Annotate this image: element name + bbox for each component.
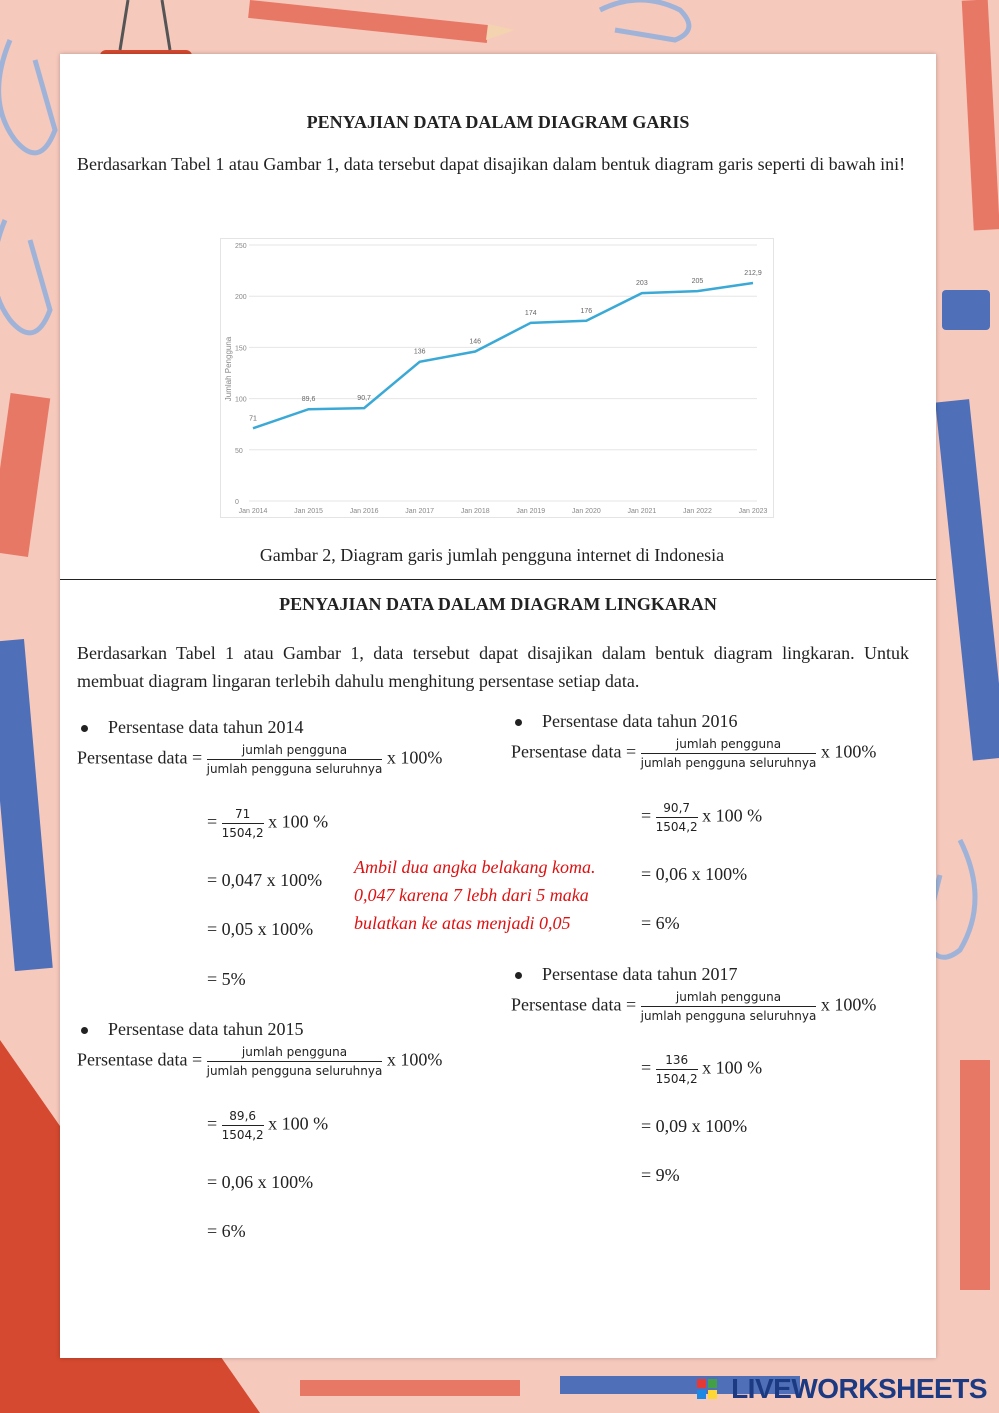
step2-2014: = 0,047 x 100% [207, 870, 323, 890]
step1-suffix: x 100 % [702, 1057, 763, 1078]
bullet-icon [81, 1027, 88, 1034]
fraction-2016 [656, 800, 698, 835]
blue-pen-icon [0, 639, 53, 971]
step1-2014 [207, 806, 328, 841]
fraction-numerator: 71 [222, 806, 264, 824]
formula-suffix: x 100% [386, 747, 443, 768]
formula-fraction [207, 1044, 383, 1079]
bullet-icon [81, 725, 88, 732]
fraction-denominator: jumlah pengguna seluruhnya [206, 762, 383, 776]
heading-2015 [77, 1019, 303, 1040]
heading-2017 [511, 964, 737, 985]
x-tick-label: Jan 2016 [349, 508, 379, 515]
pencil-icon [962, 0, 999, 230]
paperclip-icon [0, 40, 55, 153]
note-line-2: 0,047 karena 7 lebh dari 5 maka [354, 885, 589, 905]
x-tick-label: Jan 2015 [294, 508, 323, 515]
data-label: 71 [249, 415, 257, 423]
pencil-icon [300, 1380, 520, 1396]
fraction-numerator: jumlah pengguna [207, 1044, 383, 1062]
formula-suffix: x 100% [820, 994, 877, 1015]
step2-2017: = 0,09 x 100% [641, 1116, 748, 1136]
y-tick-label: 100 [235, 396, 247, 404]
data-label: 205 [691, 278, 704, 286]
data-label: 212,9 [744, 269, 762, 277]
result-2017: = 9% [641, 1165, 680, 1185]
step1-2015 [207, 1108, 328, 1143]
step1-2016 [641, 800, 762, 835]
bullet-icon [515, 972, 522, 979]
x-tick-label: Jan 2023 [738, 508, 768, 515]
step1-suffix: x 100 % [268, 811, 329, 832]
fraction-denominator: 1504,2 [221, 1128, 264, 1142]
fraction-numerator: jumlah pengguna [641, 736, 817, 754]
series-line [253, 283, 753, 428]
formula-2016 [511, 736, 876, 771]
fraction-numerator: 89,6 [222, 1108, 264, 1126]
x-tick-label: Jan 2019 [516, 508, 546, 515]
heading-2016 [511, 711, 737, 732]
liveworksheets-brand: LIVEWORKSHEETS [731, 1373, 987, 1404]
heading-2014 [77, 717, 303, 738]
y-tick-label: 0 [235, 499, 239, 506]
step2-2015: = 0,06 x 100% [207, 1172, 314, 1192]
equals-sign: = [207, 811, 218, 832]
formula-fraction [641, 989, 817, 1024]
pencil-icon [0, 393, 50, 557]
x-tick-label: Jan 2014 [238, 508, 268, 515]
pencil-icon [248, 0, 515, 43]
data-label: 203 [636, 280, 648, 288]
note-line-3: bulatkan ke atas menjadi 0,05 [354, 913, 571, 933]
heading-2015-text: Persentase data tahun 2015 [108, 1019, 304, 1039]
x-tick-label: Jan 2018 [460, 508, 490, 515]
step3-2014: = 0,05 x 100% [207, 919, 314, 939]
y-axis-label: Jumlah Pengguna [224, 336, 233, 402]
x-tick-label: Jan 2017 [405, 508, 435, 515]
y-tick-label: 150 [235, 345, 247, 353]
fraction-2015 [222, 1108, 264, 1143]
formula-2015 [77, 1044, 442, 1079]
intro-paragraph-line-chart: Berdasarkan Tabel 1 atau Gambar 1, data tersebut dapat disajikan dalam bentuk diagram garis seperti di bawah ini! [77, 154, 906, 174]
fraction-denominator: 1504,2 [655, 1072, 698, 1086]
formula-suffix: x 100% [820, 741, 877, 762]
note-line-1: Ambil dua angka belakang koma. [354, 857, 596, 877]
data-label: 176 [580, 307, 593, 315]
y-tick-label: 50 [235, 447, 243, 455]
step1-2017 [641, 1052, 762, 1087]
paperclip-icon [0, 220, 50, 333]
heading-2016-text: Persentase data tahun 2016 [542, 711, 738, 731]
binder-clip-wire-icon [120, 0, 170, 50]
y-tick-label: 250 [235, 243, 247, 250]
x-tick-label: Jan 2020 [571, 508, 601, 515]
fraction-numerator: 90,7 [656, 800, 698, 818]
fraction-denominator: 1504,2 [655, 820, 698, 834]
y-tick-label: 200 [235, 294, 247, 302]
worksheet-page [60, 54, 936, 1358]
fraction-numerator: jumlah pengguna [641, 989, 817, 1007]
result-2015: = 6% [207, 1221, 246, 1241]
data-label: 89,6 [301, 396, 316, 404]
section-title-pie-chart: PENYAJIAN DATA DALAM DIAGRAM LINGKARAN [279, 594, 717, 614]
step2-2016: = 0,06 x 100% [641, 864, 748, 884]
intro-paragraph-pie-chart: Berdasarkan Tabel 1 atau Gambar 1, data tersebut dapat disajikan dalam bentuk diagram lingkaran. Untuk membuat diagram lingaran terlebih dahulu menghitung persentase setiap data. [77, 643, 909, 691]
formula-prefix: Persentase data = [77, 747, 203, 768]
formula-prefix: Persentase data = [511, 994, 637, 1015]
formula-fraction [207, 742, 383, 777]
result-2016: = 6% [641, 913, 680, 933]
formula-2017 [511, 989, 876, 1024]
x-tick-label: Jan 2021 [627, 508, 657, 515]
binder-clip-icon [942, 290, 990, 330]
heading-2017-text: Persentase data tahun 2017 [542, 964, 738, 984]
equals-sign: = [641, 1057, 652, 1078]
section-title-line-chart: PENYAJIAN DATA DALAM DIAGRAM GARIS [306, 112, 690, 132]
pencil-icon [960, 1060, 990, 1290]
formula-2014 [77, 742, 442, 777]
equals-sign: = [207, 1113, 218, 1134]
fraction-2017 [656, 1052, 698, 1087]
step1-suffix: x 100 % [268, 1113, 329, 1134]
formula-suffix: x 100% [386, 1049, 443, 1070]
fraction-denominator: jumlah pengguna seluruhnya [640, 756, 817, 770]
heading-2014-text: Persentase data tahun 2014 [108, 717, 304, 737]
fraction-denominator: 1504,2 [221, 826, 264, 840]
x-tick-label: Jan 2022 [683, 508, 712, 515]
section-divider [60, 579, 936, 580]
fraction-numerator: 136 [656, 1052, 698, 1070]
data-label: 174 [524, 309, 537, 317]
equals-sign: = [641, 805, 652, 826]
bullet-icon [515, 719, 522, 726]
liveworksheets-logo-icon [697, 1379, 717, 1399]
rounding-note [354, 853, 654, 937]
line-chart [220, 238, 774, 518]
data-label: 136 [413, 348, 426, 356]
fraction-denominator: jumlah pengguna seluruhnya [640, 1009, 817, 1023]
formula-prefix: Persentase data = [77, 1049, 203, 1070]
step1-suffix: x 100 % [702, 805, 763, 826]
fraction-2014 [222, 806, 264, 841]
blue-pen-icon [935, 399, 999, 761]
paperclip-icon [600, 0, 689, 40]
result-2014: = 5% [207, 969, 246, 989]
chart-caption: Gambar 2, Diagram garis jumlah pengguna internet di Indonesia [259, 545, 725, 565]
formula-fraction [641, 736, 817, 771]
fraction-denominator: jumlah pengguna seluruhnya [206, 1064, 383, 1078]
data-label: 146 [469, 338, 482, 346]
data-label: 90,7 [357, 395, 371, 403]
fraction-numerator: jumlah pengguna [207, 742, 383, 760]
formula-prefix: Persentase data = [511, 741, 637, 762]
